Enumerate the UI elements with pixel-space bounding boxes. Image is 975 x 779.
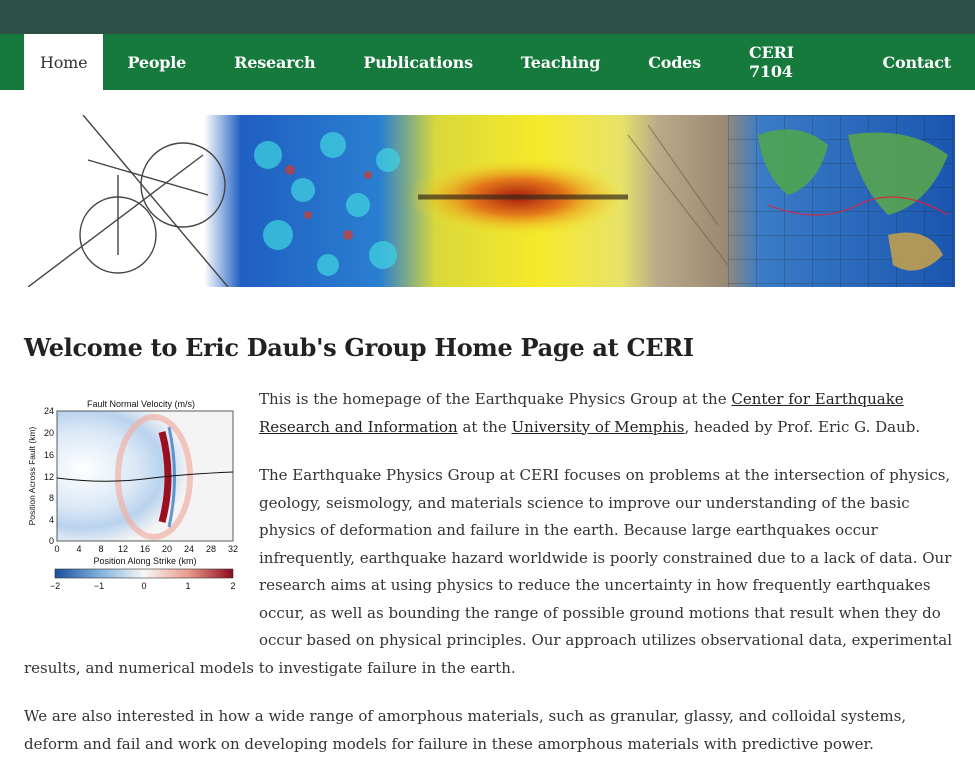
xtick: 16 [139, 544, 151, 554]
xtick: 0 [54, 544, 60, 554]
nav-teaching[interactable]: Teaching [520, 52, 601, 72]
intro-paragraph-2: The Earthquake Physics Group at CERI focuses on problems at the intersection of physics, geology, seismology, and materials science to improve our understanding of the basic physics of deformation and failure in the earth. Because large earthquakes occur infrequently, earthquake hazard worldwide is poorly constrained due to a lack of data. Our research aims at using physics to reduce the uncertainty in how frequently earthquakes occur, as well as bounding the range of possible ground motions that result when they do occur based on physical principles. Our approach utilizes observational data, experimental results, and numerical models to investigate failure in the earth. [24, 466, 952, 677]
nav-publications[interactable]: Publications [363, 52, 473, 72]
ytick: 8 [48, 493, 54, 503]
cbar-tick: 0 [141, 581, 147, 591]
cbar-tick: −1 [93, 581, 105, 591]
xtick: 4 [76, 544, 82, 554]
top-bar [0, 0, 975, 34]
main-nav [0, 34, 975, 90]
intro-text: , headed by Prof. Eric G. Daub. [684, 417, 921, 436]
figure-title: Fault Normal Velocity (m/s) [86, 399, 196, 409]
xtick: 28 [205, 544, 217, 554]
memphis-link[interactable]: University of Memphis [511, 417, 685, 436]
figure-spacer [24, 386, 259, 638]
intro-text: This is the homepage of the Earthquake Physics Group at the [259, 390, 732, 408]
ytick: 16 [43, 450, 54, 460]
nav-ceri7104[interactable]: CERI 7104 [748, 43, 794, 81]
ceri-link[interactable]: Center for Earthquake Research and Information [259, 390, 904, 436]
header-banner-image [28, 115, 955, 287]
nav-home[interactable]: Home [24, 34, 103, 90]
nav-people[interactable]: People [127, 52, 187, 72]
cbar-tick: 2 [230, 581, 236, 591]
ytick: 12 [43, 472, 54, 482]
ytick: 0 [48, 536, 54, 546]
nav-codes[interactable]: Codes [648, 52, 701, 72]
xtick: 32 [227, 544, 239, 554]
ytick: 4 [48, 515, 54, 525]
nav-research[interactable]: Research [234, 52, 316, 72]
xtick: 24 [183, 544, 195, 554]
ytick: 20 [43, 428, 54, 438]
xtick: 8 [98, 544, 104, 554]
xtick: 20 [161, 544, 173, 554]
ytick: 24 [43, 406, 54, 416]
cbar-tick: −2 [49, 581, 61, 591]
cbar-tick: 1 [185, 581, 191, 591]
intro-text: at the [457, 417, 512, 436]
page-title: Welcome to Eric Daub's Group Home Page at CERI [24, 333, 694, 362]
nav-contact[interactable]: Contact [882, 52, 951, 72]
main-content [24, 386, 959, 779]
xtick: 12 [117, 544, 129, 554]
figure-xlabel: Position Along Strike (km) [93, 556, 197, 566]
figure-ylabel: Position Across Fault (km) [27, 426, 37, 526]
intro-paragraph-3: We are also interested in how a wide range of amorphous materials, such as granular, glassy, and colloidal systems, deform and fail and work on developing models for failure in these amorphous materials with predictive power. [24, 707, 907, 753]
